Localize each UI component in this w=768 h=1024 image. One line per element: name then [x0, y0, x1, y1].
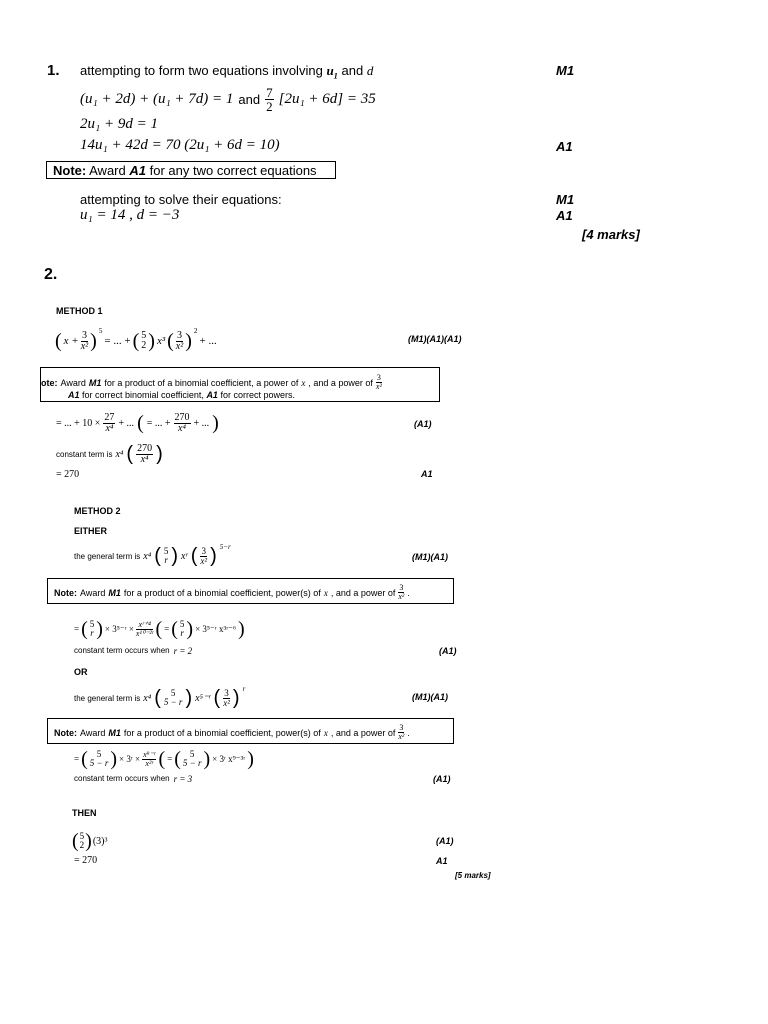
q2-m1-tail: + ...: [199, 335, 217, 347]
q2-m1-frac-den: x²: [80, 340, 89, 352]
q2-m2-simplify2: = ( 5 5 − r ) × 3ʳ × $\frac{\text{x⁹⁻ʳ}}{\text{x²ʳ}}$ ( = ( 5 5 − r ) × 3ʳ x⁹⁻³ʳ ): [74, 747, 254, 770]
question-1-number: 1.: [47, 62, 60, 79]
q2-m2-cond2: [74, 774, 192, 784]
q2-m2-cond2-var: r = 3: [173, 774, 193, 784]
q2-m1-note-text1: for correct binomial coefficient,: [82, 390, 204, 400]
q2-m1-note-line2: [68, 390, 295, 400]
q2-m2-or: OR: [74, 667, 88, 677]
q2-total-marks: [5 marks]: [455, 871, 491, 880]
q2-m1-constant-x: x⁴: [115, 448, 124, 460]
q2-m1-note-text2: for correct powers.: [220, 390, 295, 400]
q1-note: [53, 163, 317, 178]
q2-m1-l2-pre: = ... + 10 ×: [56, 417, 101, 429]
q2-m2-g1-text: the general term is: [74, 551, 141, 561]
q2-m2-note2-end: .: [407, 727, 410, 738]
q2-m1-term-x: x³: [156, 335, 166, 347]
q2-m2-s2-binom-bot: 5 − r: [89, 758, 109, 768]
q2-m2-s2-frac-num: x⁹⁻ʳ: [143, 749, 156, 759]
q2-m1-l2-f2-num: 270: [174, 411, 190, 423]
q2-m1-mark-expansion: (M1)(A1)(A1): [408, 334, 462, 344]
q2-m1-l2-f2-den: x⁴: [178, 422, 186, 434]
q2-m2-mark-g1: (M1)(A1): [412, 552, 448, 562]
q2-m2-s1-binom2-top: 5: [179, 619, 185, 629]
q2-m2-s2-binom-top: 5: [96, 749, 102, 759]
q2-m2-g1-binom-top: 5: [163, 546, 169, 556]
q2-m2-s2-alt: × 3ʳ x⁹⁻³ʳ: [212, 753, 246, 764]
q2-m2-s1-frac-den: x¹⁰⁻²ʳ: [135, 628, 154, 638]
q1-eq1-rhs: [2u₁ + 6d] = 35: [278, 90, 376, 107]
q2-m1-note-line1: [41, 374, 382, 391]
q2-m1-power2: 2: [193, 327, 198, 335]
q2-m2-g2-binom-top: 5: [170, 688, 176, 698]
q2-m1-mid: = ... +: [104, 335, 131, 347]
q1-note-mark: A1: [129, 163, 146, 178]
q2-m1-note-frac-num: 3: [376, 373, 381, 382]
q2-m2-note1-mark: M1: [108, 587, 121, 598]
q2-m2-cond1-text: constant term occurs when: [74, 646, 170, 655]
q2-m1-expansion: ( x + $\frac{3}{\text{x²}}$ ) $^5$ = ... + ( 5 2 ) x³ ( $\frac{3}{\text{x²}}$ ) $^2$ + ...: [55, 327, 217, 352]
q1-note-box: [46, 161, 336, 179]
q1-equation-3: 14u₁ + 42d = 70 (2u₁ + 6d = 10): [80, 137, 280, 153]
q2-m2-note2-pre: Award: [80, 727, 106, 738]
q2-m2-result: = 270: [74, 855, 98, 866]
q2-m1-constant: constant term is x⁴ ( $\frac{270}{\text{x⁴}}$ ): [56, 442, 163, 465]
q2-m2-note1-var: x: [323, 587, 328, 598]
q2-m2-note2-frac-den: x²: [398, 732, 405, 741]
q2-m2-mark-final: (A1): [436, 836, 454, 846]
q2-m1-l2-f1-num: 27: [104, 411, 115, 423]
q2-m2-note1-end: .: [407, 587, 410, 598]
q2-m2-note1: [54, 584, 410, 601]
q2-m2-either: EITHER: [74, 526, 108, 536]
q2-m2-g1-x: x⁴: [143, 550, 152, 562]
q2-m2-note2-var: x: [323, 727, 328, 738]
q2-m1-frac: [81, 331, 88, 352]
q2-m1-note-frac-den: x²: [375, 382, 382, 391]
q2-m1-constant-den: x⁴: [140, 453, 149, 465]
q2-m2-s1-mid: × 3⁵⁻ʳ ×: [104, 623, 134, 634]
q2-m2-g2-binom-bot: 5 − r: [163, 697, 183, 707]
q1-step1: [80, 63, 373, 81]
q2-m2-general1: the general term is x⁴ ( 5 r ) xʳ ( $\frac{3}{\text{x²}}$ ) $^{5-r}$: [74, 543, 231, 567]
q2-m2-s1-binom2-bot: r: [180, 628, 184, 638]
q1-eq1-fraction: [265, 86, 274, 113]
q2-m2-note1-text: for a product of a binomial coefficient, power(s) of: [123, 587, 321, 598]
q2-m2-s1-alt: × 3⁵⁻ʳ x³ʳ⁻⁶: [195, 623, 237, 634]
q2-m1-binom-bot: 2: [141, 340, 147, 351]
q2-m2-note1-pre: Award: [80, 587, 106, 598]
q2-m2-s2-pre: =: [74, 754, 80, 764]
q1-mark-m1-solve: M1: [556, 192, 575, 207]
q2-m2-mark-cond2: (A1): [433, 774, 451, 784]
q2-m1-note-pre: Award: [60, 377, 86, 388]
q2-method2-heading: METHOD 2: [74, 506, 121, 516]
q1-var-u: u: [326, 63, 334, 78]
q2-method1-heading: METHOD 1: [56, 306, 103, 316]
q1-eq1-frac-den: 2: [266, 98, 273, 114]
q2-m1-l2-mid: + ...: [118, 417, 135, 429]
q2-m2-general2: the general term is x⁴ ( 5 5 − r ) x⁵⁻ʳ ( $\frac{3}{\text{x²}}$ ) $^r$: [74, 685, 246, 709]
q2-m1-line2: = ... + 10 × $\frac{27}{\text{x⁴}}$ + ... ( = ... + $\frac{270}{\text{x⁴}}$ + ... ): [56, 411, 219, 434]
q2-m2-note1-frac-den: x²: [398, 592, 405, 601]
q2-m2-g1-xr: xʳ: [181, 550, 188, 562]
q2-m1-mark-result: A1: [421, 469, 433, 479]
q1-step1-text: attempting to form two equations involving: [80, 63, 323, 78]
q2-m2-g2-frac-den: x²: [223, 697, 230, 708]
q2-m2-g2-power: r: [242, 685, 246, 693]
q2-m2-g2-text: the general term is: [74, 693, 141, 703]
q2-m2-then: THEN: [72, 808, 97, 818]
q2-m2-note2-label: Note:: [54, 727, 77, 738]
q2-m2-note2-text: for a product of a binomial coefficient, power(s) of: [123, 727, 321, 738]
q2-m2-cond2-text: constant term occurs when: [74, 774, 170, 783]
q2-m2-s2-mid: × 3ʳ ×: [119, 754, 141, 764]
q2-m2-final-binom-bot: 2: [79, 840, 85, 850]
q2-m2-note2-post: , and a power of: [330, 727, 396, 738]
q2-m2-cond1-var: r = 2: [173, 646, 193, 656]
q2-m2-g1-binom-bot: r: [164, 555, 168, 565]
q2-m1-l2-f1-den: x⁴: [105, 422, 114, 434]
q2-m2-mark-g2: (M1)(A1): [412, 692, 448, 702]
q2-m1-binom: [141, 331, 146, 351]
q2-m2-s1-pre: =: [74, 624, 80, 634]
q1-note-pre: Award: [89, 163, 126, 178]
q2-m1-frac2-den: x²: [175, 340, 184, 352]
q1-mark-a1-answer: A1: [556, 208, 573, 223]
q2-m1-note-post2: , and a power of: [308, 377, 373, 388]
q2-m1-note-var: x: [301, 377, 306, 388]
q2-m2-note2-box: [47, 718, 454, 744]
q2-m1-mark-line2: (A1): [414, 419, 432, 429]
q2-m1-note-a1-2: A1: [206, 390, 218, 400]
q1-mark-m1-first: M1: [556, 63, 575, 78]
q2-m2-note1-box: [47, 578, 454, 604]
q2-m2-g2-x: x⁴: [143, 692, 152, 704]
q2-m1-frac-num: 3: [81, 329, 87, 341]
q2-m1-frac2-num: 3: [177, 329, 183, 341]
q2-m1-result: = 270: [56, 469, 80, 480]
q1-note-post: for any two correct equations: [149, 163, 317, 178]
q2-m2-s2-binom2-top: 5: [189, 749, 195, 759]
q2-m2-mark-result: A1: [436, 856, 448, 866]
q2-m1-constant-num: 270: [137, 442, 153, 454]
q2-m1-lhs: x +: [63, 335, 79, 347]
q2-m1-note-label: ote:: [41, 377, 58, 388]
q2-m2-g2-x5r: x⁵⁻ʳ: [195, 692, 211, 704]
q2-m1-constant-text: constant term is: [56, 449, 113, 459]
q2-m1-binom-top: 5: [141, 330, 147, 341]
q1-eq1-lhs: (u₁ + 2d) + (u₁ + 7d) = 1: [80, 90, 234, 107]
q2-m2-note2-mark: M1: [108, 727, 121, 738]
q1-var-u-sub: 1: [333, 70, 338, 81]
q1-eq1-and: and: [238, 91, 261, 107]
q1-equation-1: [80, 84, 376, 114]
q1-solve-text: attempting to solve their equations:: [80, 192, 282, 207]
q2-m2-s1-frac-num: xʳ⁺⁴: [136, 621, 154, 630]
q2-m1-note-box: [40, 367, 440, 402]
q2-m1-l2-paren-pre: = ... +: [146, 417, 171, 429]
q2-m2-s1-binom-top: 5: [89, 619, 95, 629]
q2-m1-note-a1-1: A1: [68, 390, 80, 400]
q2-m2-final: ( 5 2 ) (3)³: [72, 829, 108, 852]
q2-m2-s1-binom-bot: r: [90, 628, 94, 638]
q1-total-marks: [4 marks]: [582, 227, 640, 242]
q2-m1-note-post: for a product of a binomial coefficient, a power of: [104, 377, 299, 388]
q1-answer: u₁ = 14 , d = −3: [80, 207, 180, 223]
q2-m2-note1-label: Note:: [54, 587, 77, 598]
q2-m2-g1-frac-num: 3: [201, 545, 206, 556]
q2-m2-final-pow: (3)³: [92, 835, 108, 847]
q1-var-d: d: [366, 63, 374, 78]
q2-m2-mark-cond1: (A1): [439, 646, 457, 656]
q2-m2-s2-frac-den: x²ʳ: [145, 758, 154, 768]
q2-m2-note2: [54, 724, 410, 741]
q1-note-label: Note:: [53, 163, 87, 178]
q2-m2-cond1: [74, 646, 192, 656]
q1-eq1-frac-num: 7: [266, 84, 273, 100]
q2-m2-note1-frac-num: 3: [399, 583, 404, 592]
q1-and: and: [341, 63, 364, 78]
q2-m2-g1-power: 5−r: [219, 543, 231, 551]
q1-mark-a1-equations: A1: [556, 139, 573, 154]
q2-m2-g1-frac-den: x²: [200, 555, 208, 566]
q2-m2-final-binom-top: 5: [79, 831, 85, 841]
q2-m1-power: 5: [98, 327, 103, 335]
q2-m1-note-mark: M1: [88, 377, 102, 388]
q2-m2-note1-post: , and a power of: [330, 587, 396, 598]
q2-m2-note2-frac-num: 3: [399, 723, 404, 732]
question-2-number: 2.: [44, 266, 58, 283]
q2-m2-g2-frac-num: 3: [224, 687, 229, 698]
q2-m2-simplify1: = ( 5 r ) × 3⁵⁻ʳ × $\frac{\text{xʳ⁺⁴}}{\text{x¹⁰⁻²ʳ}}$ ( = ( 5 r ) × 3⁵⁻ʳ x³ʳ⁻⁶ ): [74, 617, 245, 640]
q1-equation-2: 2u₁ + 9d = 1: [80, 116, 158, 132]
q2-m2-s2-binom2-bot: 5 − r: [182, 758, 202, 768]
q2-m1-l2-paren-post: + ...: [193, 417, 210, 429]
